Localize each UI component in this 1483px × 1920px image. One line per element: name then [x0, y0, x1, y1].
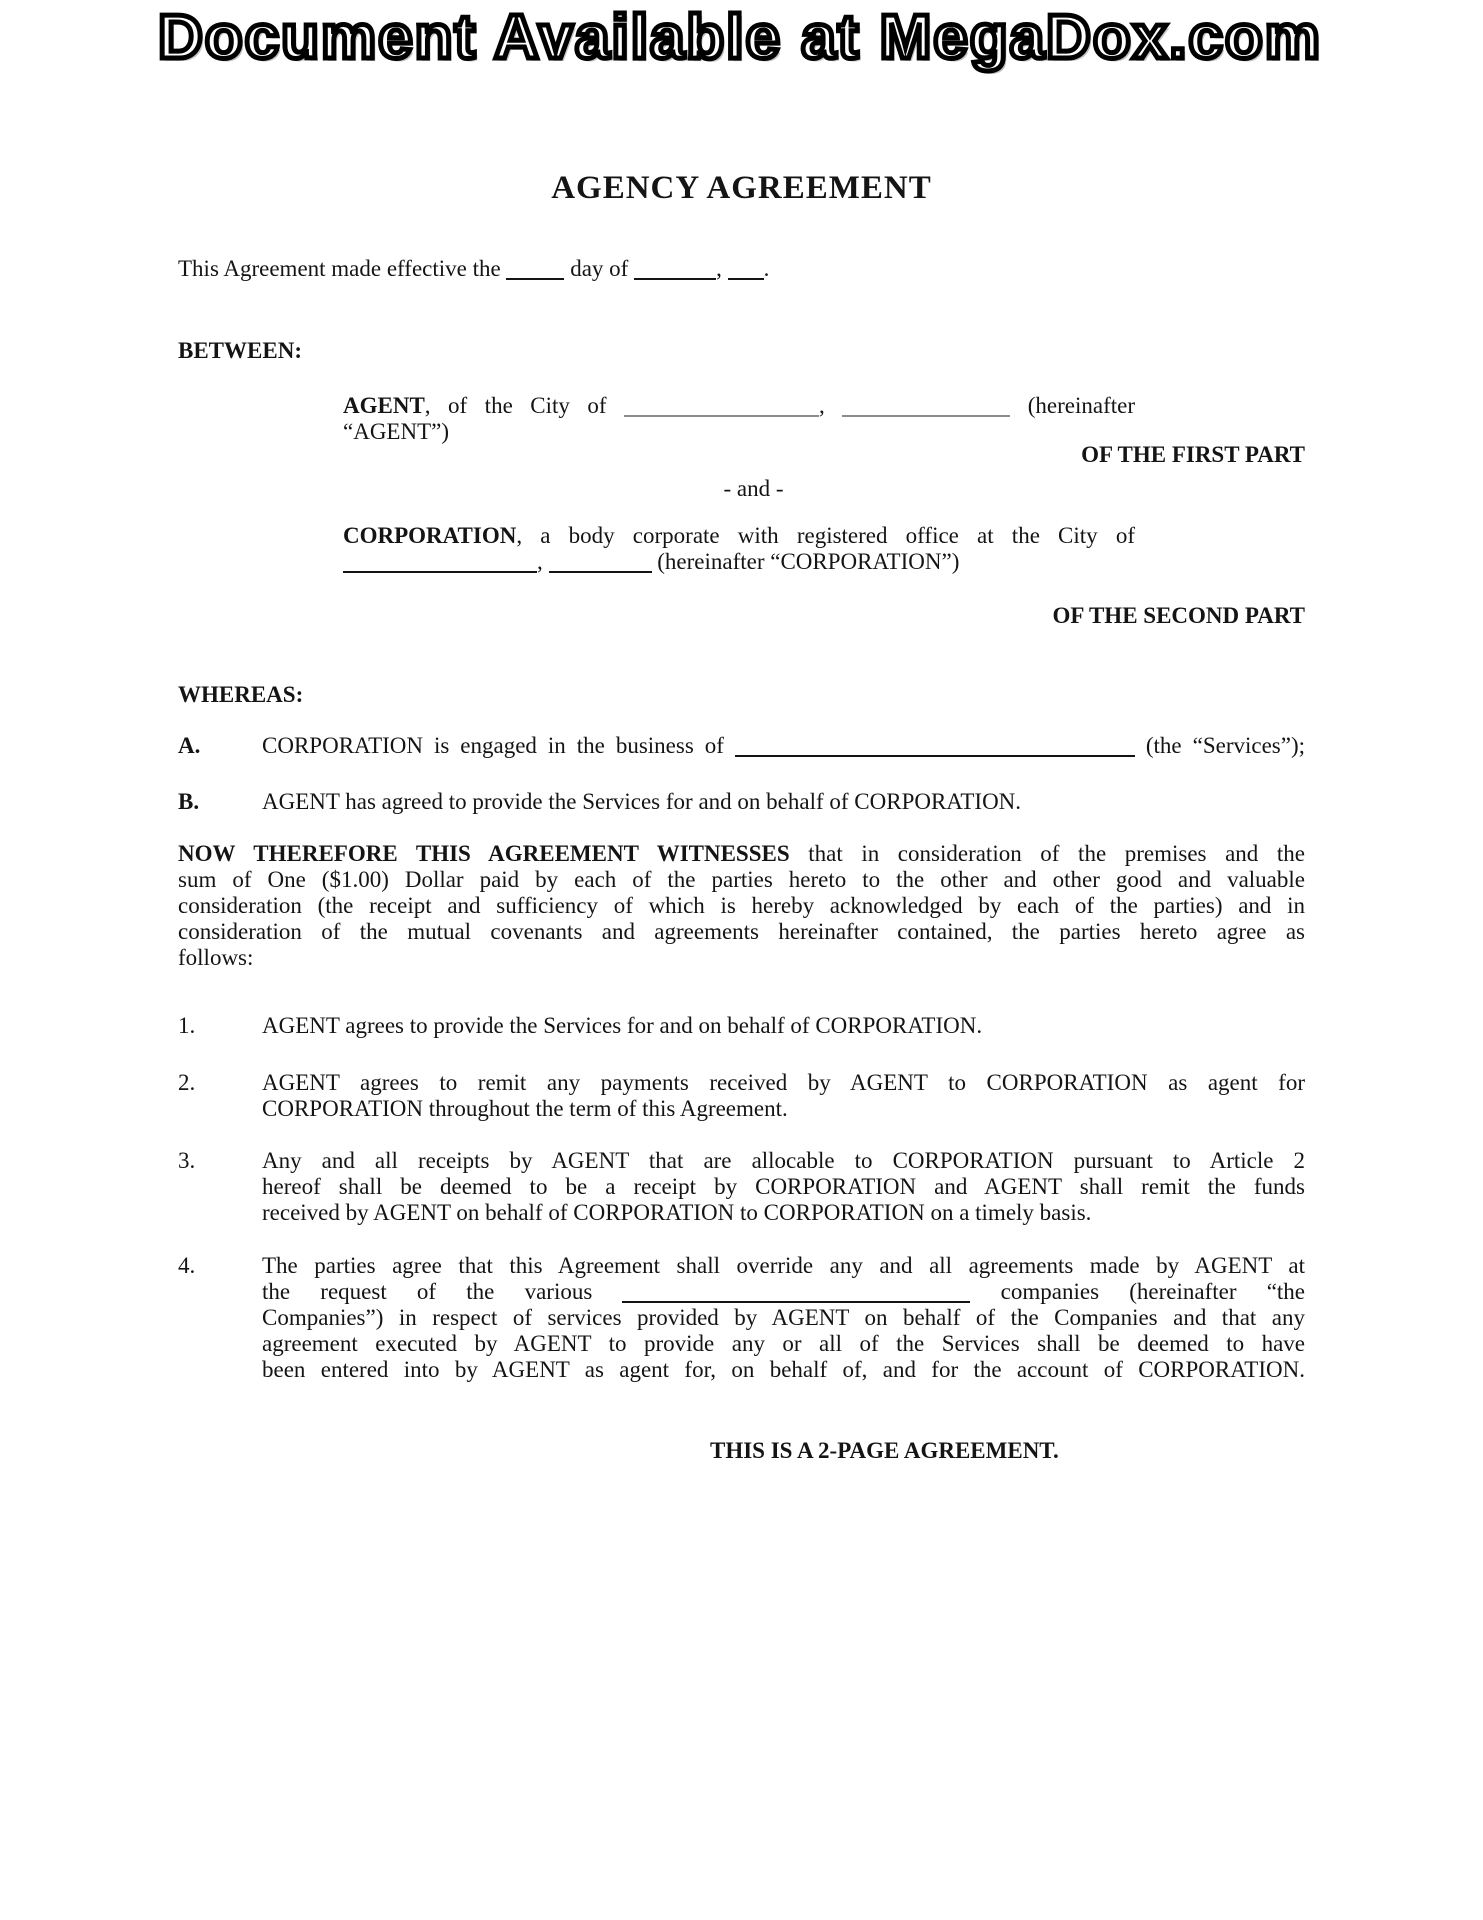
item-line: Any and all receipts by AGENT that are allocable to CORPORATION pursuant to Article 2 — [262, 1148, 1305, 1173]
second-part-label: OF THE SECOND PART — [1052, 603, 1305, 628]
intro-text-3: , — [716, 256, 728, 281]
now-therefore-line5: follows: — [178, 945, 254, 970]
item-number: 2. — [178, 1070, 196, 1095]
item-line-text-1: the request of the various — [262, 1279, 623, 1304]
first-part-label: OF THE FIRST PART — [1081, 442, 1305, 467]
item-line: CORPORATION throughout the term of this Agreement. — [262, 1096, 788, 1121]
agent-city-blank-line — [624, 400, 819, 417]
now-therefore-lead: NOW THEREFORE THIS AGREEMENT WITNESSES — [178, 841, 790, 866]
intro-text-1: This Agreement made effective the — [178, 256, 507, 281]
item-line: The parties agree that this Agreement shall override any and all agreements made by AGENT at — [262, 1253, 1305, 1278]
agent-name: AGENT — [343, 393, 425, 418]
agent-text-3: (hereinafter — [1010, 393, 1135, 418]
item-number: 4. — [178, 1253, 196, 1278]
recital-a-text — [262, 733, 1305, 759]
intro-line — [178, 256, 1305, 282]
agent-text-1: , of the City of — [424, 393, 625, 418]
intro-text-4: . — [763, 256, 770, 281]
item-line: AGENT agrees to provide the Services for and on behalf of CORPORATION. — [262, 1013, 983, 1038]
list-item-1 — [178, 1013, 1305, 1039]
business-blank-line — [735, 740, 1135, 757]
item-line — [262, 1279, 1305, 1305]
corporation-text-1: , a body corporate with registered office at the City of — [516, 523, 1135, 548]
agent-text-2: , — [819, 393, 843, 418]
corporation-city-blank-line — [343, 556, 537, 573]
item-text — [262, 1070, 1305, 1122]
item-line-text-2: companies (hereinafter “the — [970, 1279, 1305, 1304]
item-line: Companies”) in respect of services provided by AGENT on behalf of the Companies and that any — [262, 1305, 1305, 1330]
now-therefore-paragraph — [178, 841, 1305, 971]
agent-province-blank-line — [842, 400, 1010, 417]
year-blank-line — [728, 263, 764, 280]
item-line: agreement executed by AGENT to provide any or all of the Services shall be deemed to have — [262, 1331, 1305, 1356]
item-text — [262, 1148, 1305, 1226]
now-therefore-line4: consideration of the mutual covenants and agreements hereinafter contained, the parties hereto agree as — [178, 919, 1305, 944]
recital-b-label: B. — [178, 789, 200, 814]
corporation-text-2: , — [537, 549, 549, 574]
month-blank-line — [634, 263, 716, 280]
item-number: 3. — [178, 1148, 196, 1173]
list-item-2 — [178, 1070, 1305, 1122]
now-therefore-line2: sum of One ($1.00) Dollar paid by each of the parties hereto to the other and other good and valuable — [178, 867, 1305, 892]
recital-a — [178, 733, 1305, 759]
document-title: AGENCY AGREEMENT — [551, 170, 932, 206]
corporation-province-blank-line — [549, 556, 652, 573]
closing-note: THIS IS A 2-PAGE AGREEMENT. — [710, 1438, 1059, 1463]
agent-party-line2: “AGENT”) — [343, 419, 450, 444]
corporation-party-line2 — [343, 549, 1135, 575]
companies-blank-line — [622, 1286, 970, 1303]
recital-b-text: AGENT has agreed to provide the Services for and on behalf of CORPORATION. — [262, 789, 1022, 814]
item-text — [262, 1253, 1305, 1383]
between-label: BETWEEN: — [178, 338, 302, 363]
corporation-name: CORPORATION — [343, 523, 517, 548]
item-number: 1. — [178, 1013, 196, 1038]
item-line: received by AGENT on behalf of CORPORATION to CORPORATION on a timely basis. — [262, 1200, 1092, 1225]
item-line: hereof shall be deemed to be a receipt by CORPORATION and AGENT shall remit the funds — [262, 1174, 1305, 1199]
megadox-banner-title: Document Available at MegaDox.com — [158, 3, 1322, 72]
item-line: AGENT agrees to remit any payments received by AGENT to CORPORATION as agent for — [262, 1070, 1305, 1095]
agent-party-block — [343, 393, 1135, 445]
corporation-party-line1 — [343, 523, 1135, 549]
intro-text-2: day of — [564, 256, 635, 281]
day-blank-line — [506, 263, 564, 280]
recital-b — [178, 789, 1305, 815]
item-line: been entered into by AGENT as agent for, on behalf of, and for the account of CORPORATION. — [262, 1357, 1305, 1382]
corporation-party-block — [343, 523, 1135, 575]
now-therefore-line1-rest: that in consideration of the premises and the — [789, 841, 1305, 866]
now-therefore-line1 — [178, 841, 1305, 867]
recital-a-text-2: (the “Services”); — [1134, 733, 1305, 758]
item-text — [262, 1013, 1305, 1039]
list-item-3 — [178, 1148, 1305, 1226]
recital-a-label: A. — [178, 733, 201, 758]
and-separator: - and - — [723, 476, 784, 501]
corporation-text-3: (hereinafter “CORPORATION”) — [651, 549, 960, 574]
whereas-label: WHEREAS: — [178, 682, 304, 707]
agent-party-line1 — [343, 393, 1135, 419]
now-therefore-line3: consideration (the receipt and sufficiency of which is hereby acknowledged by each of the parties) and in — [178, 893, 1305, 918]
list-item-4 — [178, 1253, 1305, 1383]
recital-a-text-1: CORPORATION is engaged in the business of — [262, 733, 735, 758]
